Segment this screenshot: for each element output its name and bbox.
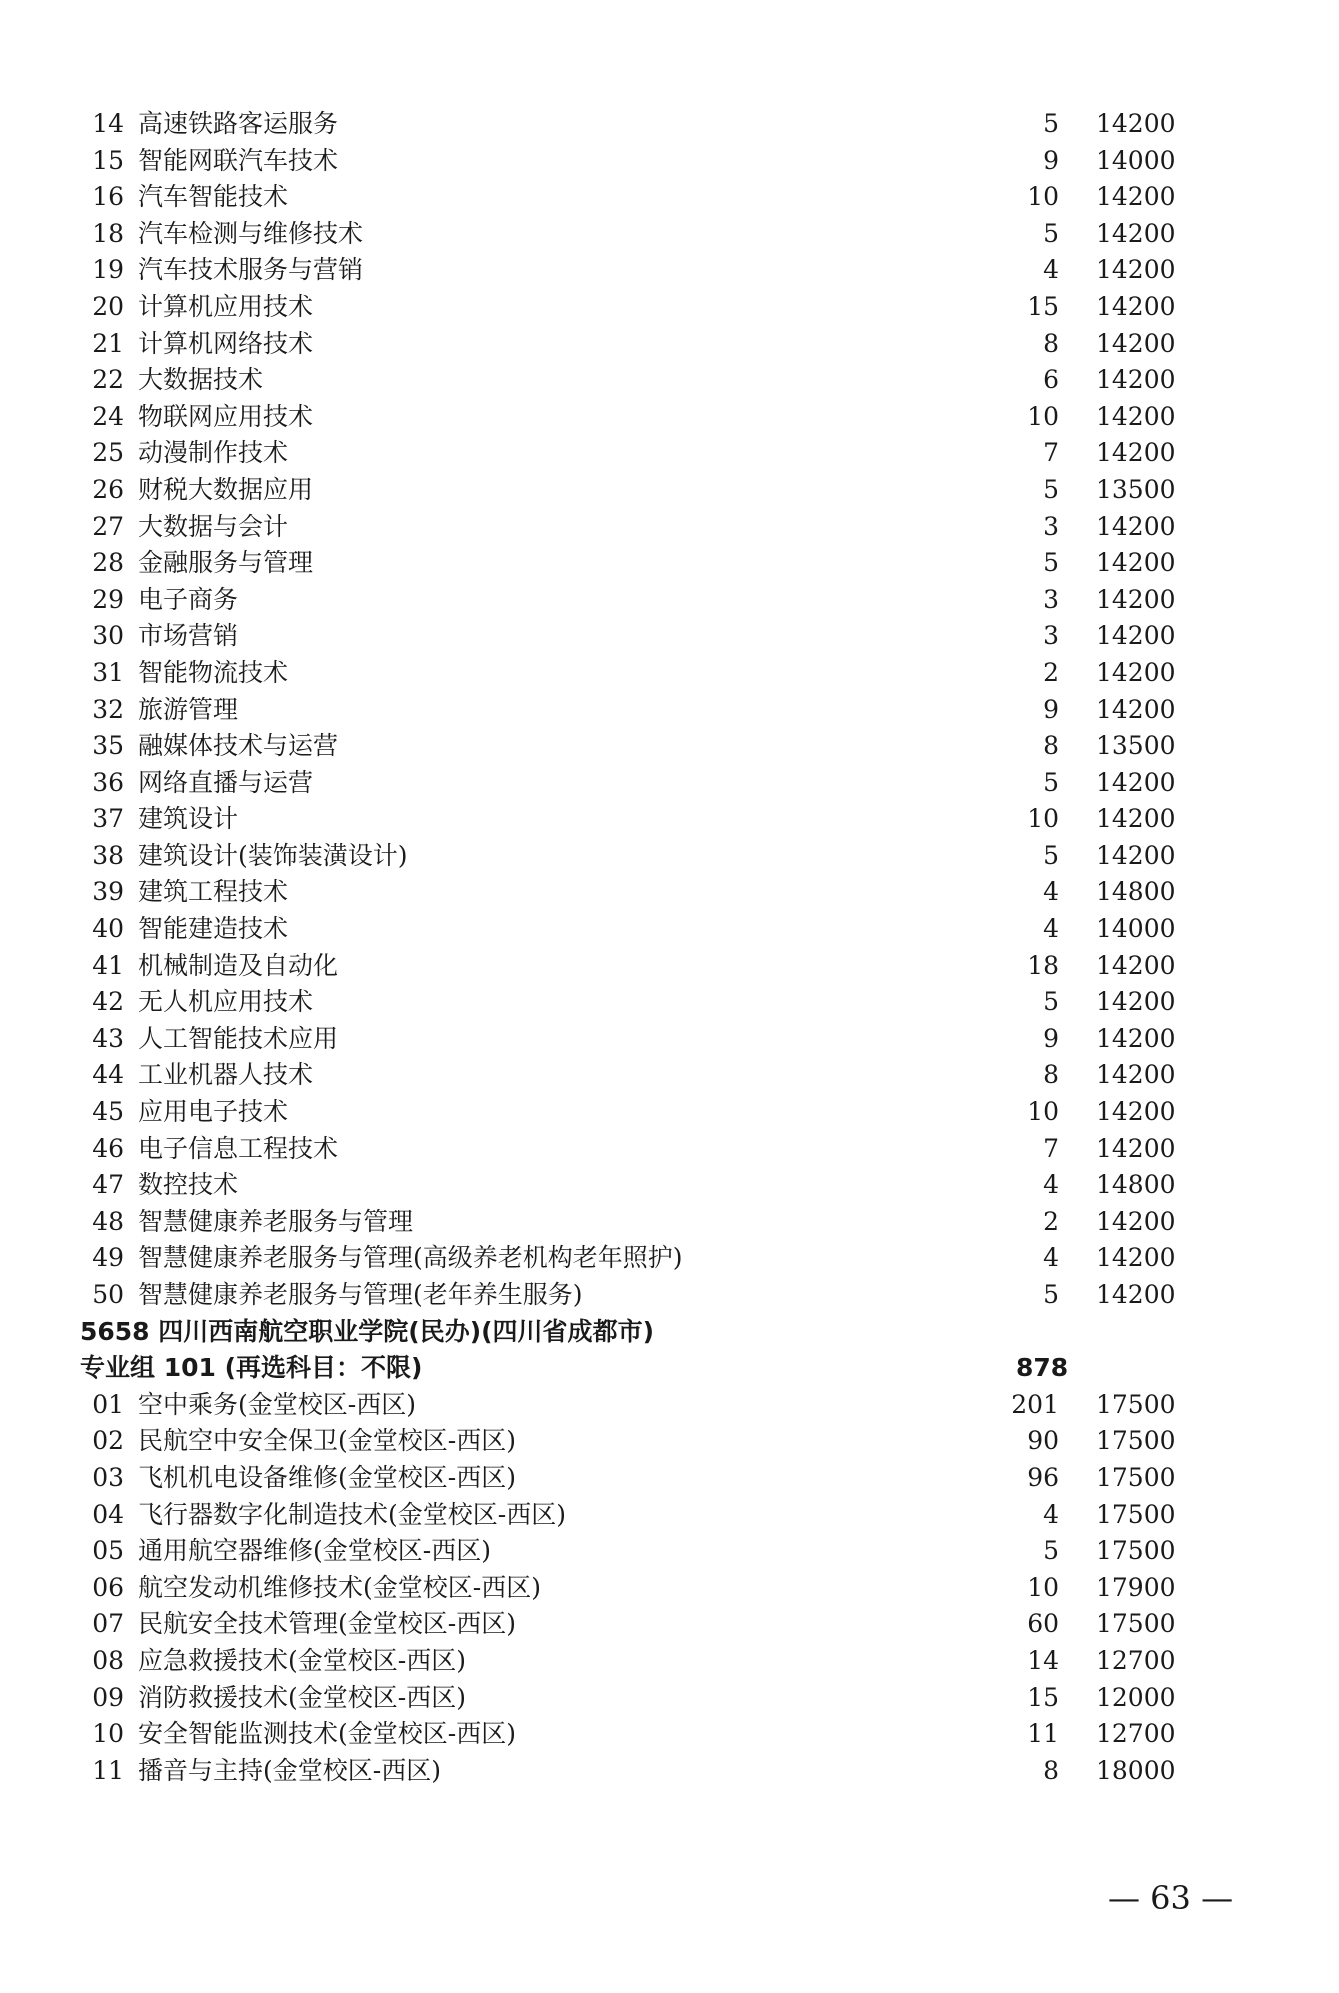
row-plan: 9 [1043,1023,1059,1053]
row-name: 动漫制作技术 [138,438,289,468]
row-fee: 14200 [1096,804,1176,834]
row-fee: 14200 [1096,767,1176,797]
row-plan: 14 [1027,1645,1059,1675]
table-row [0,984,1339,1021]
row-name: 网络直播与运营 [138,767,314,797]
row-name: 通用航空器维修(金堂校区-西区) [138,1536,491,1566]
row-plan: 8 [1043,1755,1059,1785]
row-plan: 5 [1043,840,1059,870]
row-code: 46 [92,1133,124,1163]
row-name: 汽车技术服务与营销 [138,255,364,285]
row-plan: 96 [1027,1462,1059,1492]
row-name: 建筑设计 [138,804,239,834]
row-fee: 14200 [1096,255,1176,285]
row-name: 民航安全技术管理(金堂校区-西区) [138,1609,516,1639]
row-fee: 14200 [1096,950,1176,980]
row-code: 22 [92,365,124,395]
row-fee: 14200 [1096,840,1176,870]
table-row [0,545,1339,582]
school-header [0,1314,1339,1351]
row-fee: 14200 [1096,694,1176,724]
table-row [0,1460,1339,1497]
row-code: 25 [92,438,124,468]
row-plan: 10 [1027,1572,1059,1602]
row-fee: 14200 [1096,291,1176,321]
row-fee: 13500 [1096,731,1176,761]
row-plan: 7 [1043,1133,1059,1163]
row-fee: 14200 [1096,1060,1176,1090]
row-code: 01 [92,1389,124,1419]
row-name: 智能物流技术 [138,657,289,687]
row-name: 安全智能监测技术(金堂校区-西区) [138,1719,516,1749]
row-fee: 17500 [1096,1536,1176,1566]
table-row [0,1497,1339,1534]
table-row [0,692,1339,729]
table-row [0,801,1339,838]
row-name: 电子信息工程技术 [138,1133,339,1163]
table-section-school [0,1387,1339,1790]
row-name: 飞机机电设备维修(金堂校区-西区) [138,1462,516,1492]
row-code: 07 [92,1609,124,1639]
row-fee: 14200 [1096,1206,1176,1236]
row-name: 智慧健康养老服务与管理(老年养生服务) [138,1280,583,1309]
row-plan: 8 [1043,1060,1059,1090]
row-code: 14 [92,109,124,138]
row-name: 人工智能技术应用 [138,1023,339,1053]
row-fee: 14200 [1096,1243,1176,1273]
table-row [0,289,1339,326]
row-plan: 4 [1043,914,1059,944]
table-row [0,1643,1339,1680]
row-plan: 10 [1027,804,1059,834]
row-plan: 3 [1043,584,1059,614]
row-code: 28 [92,548,124,578]
table-section-continued [0,106,1339,1314]
row-fee: 14200 [1096,438,1176,468]
row-fee: 14200 [1096,365,1176,395]
row-name: 空中乘务(金堂校区-西区) [138,1389,416,1419]
row-fee: 14200 [1096,1280,1176,1309]
table-row [0,1606,1339,1643]
row-code: 39 [92,877,124,907]
row-code: 37 [92,804,124,834]
row-code: 43 [92,1023,124,1053]
row-code: 04 [92,1499,124,1529]
row-plan: 5 [1043,987,1059,1017]
table-row [0,838,1339,875]
table-row [0,1240,1339,1277]
row-plan: 5 [1043,1536,1059,1566]
row-name: 智慧健康养老服务与管理(高级养老机构老年照护) [138,1243,683,1273]
row-code: 24 [92,401,124,431]
row-code: 41 [92,950,124,980]
school-title: 5658 四川西南航空职业学院(民办)(四川省成都市) [80,1316,654,1346]
row-code: 15 [92,145,124,175]
row-plan: 15 [1027,291,1059,321]
row-code: 35 [92,731,124,761]
page-number: — 63 — [1108,1879,1234,1917]
row-name: 融媒体技术与运营 [138,731,339,761]
row-fee: 14800 [1096,877,1176,907]
row-code: 42 [92,987,124,1017]
row-plan: 5 [1043,474,1059,504]
row-code: 31 [92,657,124,687]
row-name: 航空发动机维修技术(金堂校区-西区) [138,1572,541,1602]
table-row [0,582,1339,619]
row-fee: 17500 [1096,1389,1176,1419]
table-row [0,143,1339,180]
row-name: 金融服务与管理 [138,548,314,578]
row-plan: 15 [1027,1682,1059,1712]
row-plan: 5 [1043,1280,1059,1309]
row-plan: 8 [1043,731,1059,761]
table-row [0,1057,1339,1094]
table-row [0,509,1339,546]
row-code: 11 [92,1755,124,1785]
row-plan: 10 [1027,1097,1059,1127]
row-plan: 5 [1043,767,1059,797]
row-plan: 11 [1027,1719,1059,1749]
row-plan: 7 [1043,438,1059,468]
row-name: 高速铁路客运服务 [138,109,339,138]
row-code: 05 [92,1536,124,1566]
row-plan: 3 [1043,621,1059,651]
row-plan: 2 [1043,1206,1059,1236]
row-fee: 14200 [1096,548,1176,578]
row-code: 30 [92,621,124,651]
row-plan: 60 [1027,1609,1059,1639]
table-row [0,179,1339,216]
table-row [0,1680,1339,1717]
row-name: 电子商务 [138,584,239,614]
row-code: 06 [92,1572,124,1602]
table-row [0,1533,1339,1570]
row-name: 智能建造技术 [138,914,289,944]
row-code: 47 [92,1170,124,1200]
row-name: 物联网应用技术 [138,401,314,431]
enrollment-table [0,106,1339,1789]
row-name: 汽车智能技术 [138,182,289,212]
row-name: 无人机应用技术 [138,987,314,1017]
row-plan: 5 [1043,548,1059,578]
table-row [0,1570,1339,1607]
row-plan: 90 [1027,1426,1059,1456]
row-name: 应急救援技术(金堂校区-西区) [138,1645,466,1675]
row-code: 10 [92,1719,124,1749]
row-code: 50 [92,1280,124,1309]
row-plan: 4 [1043,1170,1059,1200]
row-plan: 9 [1043,145,1059,175]
row-fee: 14200 [1096,328,1176,358]
table-row [0,765,1339,802]
major-group-title: 专业组 101 (再选科目：不限) [80,1353,423,1383]
table-row [0,1021,1339,1058]
row-name: 消防救援技术(金堂校区-西区) [138,1682,466,1712]
row-plan: 18 [1027,950,1059,980]
row-fee: 14200 [1096,584,1176,614]
row-code: 19 [92,255,124,285]
row-name: 智能网联汽车技术 [138,145,339,175]
row-code: 09 [92,1682,124,1712]
row-plan: 10 [1027,401,1059,431]
row-fee: 18000 [1096,1755,1176,1785]
row-code: 21 [92,328,124,358]
row-fee: 14200 [1096,182,1176,212]
row-fee: 14800 [1096,1170,1176,1200]
row-code: 32 [92,694,124,724]
row-fee: 14200 [1096,109,1176,138]
table-row [0,106,1339,143]
row-fee: 14000 [1096,145,1176,175]
table-row [0,1204,1339,1241]
row-name: 机械制造及自动化 [138,950,339,980]
table-row [0,362,1339,399]
table-row [0,728,1339,765]
row-plan: 4 [1043,877,1059,907]
row-code: 44 [92,1060,124,1090]
row-name: 市场营销 [138,621,239,651]
table-row [0,252,1339,289]
row-fee: 14200 [1096,1097,1176,1127]
row-plan: 4 [1043,1243,1059,1273]
row-name: 应用电子技术 [138,1097,289,1127]
table-row [0,1277,1339,1314]
row-code: 36 [92,767,124,797]
table-row [0,1167,1339,1204]
table-row [0,1387,1339,1424]
table-row [0,1423,1339,1460]
table-row [0,1094,1339,1131]
row-name: 财税大数据应用 [138,474,314,504]
row-code: 27 [92,511,124,541]
table-row [0,948,1339,985]
table-row [0,472,1339,509]
row-code: 16 [92,182,124,212]
row-code: 03 [92,1462,124,1492]
major-group-header [0,1350,1339,1387]
row-plan: 5 [1043,218,1059,248]
row-name: 旅游管理 [138,694,239,724]
row-fee: 17500 [1096,1462,1176,1492]
row-fee: 17500 [1096,1426,1176,1456]
row-code: 40 [92,914,124,944]
row-name: 大数据与会计 [138,511,289,541]
row-code: 08 [92,1645,124,1675]
row-fee: 14000 [1096,914,1176,944]
row-plan: 6 [1043,365,1059,395]
row-fee: 14200 [1096,511,1176,541]
table-row [0,216,1339,253]
row-fee: 14200 [1096,621,1176,651]
row-name: 工业机器人技术 [138,1060,314,1090]
row-plan: 4 [1043,1499,1059,1529]
row-fee: 14200 [1096,218,1176,248]
row-name: 民航空中安全保卫(金堂校区-西区) [138,1426,516,1456]
table-row [0,435,1339,472]
row-name: 汽车检测与维修技术 [138,218,364,248]
row-name: 播音与主持(金堂校区-西区) [138,1755,441,1785]
row-code: 26 [92,474,124,504]
major-group-total: 878 [1016,1353,1069,1383]
row-code: 48 [92,1206,124,1236]
row-name: 建筑工程技术 [138,877,289,907]
row-plan: 201 [1011,1389,1059,1419]
row-fee: 14200 [1096,657,1176,687]
table-row [0,1753,1339,1790]
row-code: 38 [92,840,124,870]
row-code: 45 [92,1097,124,1127]
row-plan: 10 [1027,182,1059,212]
row-name: 计算机网络技术 [138,328,314,358]
row-fee: 14200 [1096,1133,1176,1163]
row-plan: 2 [1043,657,1059,687]
row-fee: 12700 [1096,1645,1176,1675]
row-plan: 5 [1043,109,1059,138]
row-fee: 17500 [1096,1499,1176,1529]
row-fee: 14200 [1096,401,1176,431]
row-name: 数控技术 [138,1170,239,1200]
row-name: 飞行器数字化制造技术(金堂校区-西区) [138,1499,566,1529]
table-row [0,399,1339,436]
table-row [0,911,1339,948]
row-fee: 17900 [1096,1572,1176,1602]
row-plan: 3 [1043,511,1059,541]
table-row [0,618,1339,655]
row-name: 智慧健康养老服务与管理 [138,1206,414,1236]
table-row [0,1131,1339,1168]
table-row [0,874,1339,911]
row-name: 建筑设计(装饰装潢设计) [138,840,408,870]
row-code: 20 [92,291,124,321]
table-row [0,1716,1339,1753]
row-fee: 12700 [1096,1719,1176,1749]
row-code: 49 [92,1243,124,1273]
row-fee: 12000 [1096,1682,1176,1712]
row-code: 18 [92,218,124,248]
row-plan: 9 [1043,694,1059,724]
row-plan: 4 [1043,255,1059,285]
table-row [0,655,1339,692]
row-fee: 17500 [1096,1609,1176,1639]
row-fee: 14200 [1096,987,1176,1017]
row-fee: 14200 [1096,1023,1176,1053]
row-code: 29 [92,584,124,614]
row-plan: 8 [1043,328,1059,358]
table-row [0,326,1339,363]
row-name: 计算机应用技术 [138,291,314,321]
row-name: 大数据技术 [138,365,264,395]
row-code: 02 [92,1426,124,1456]
row-fee: 13500 [1096,474,1176,504]
